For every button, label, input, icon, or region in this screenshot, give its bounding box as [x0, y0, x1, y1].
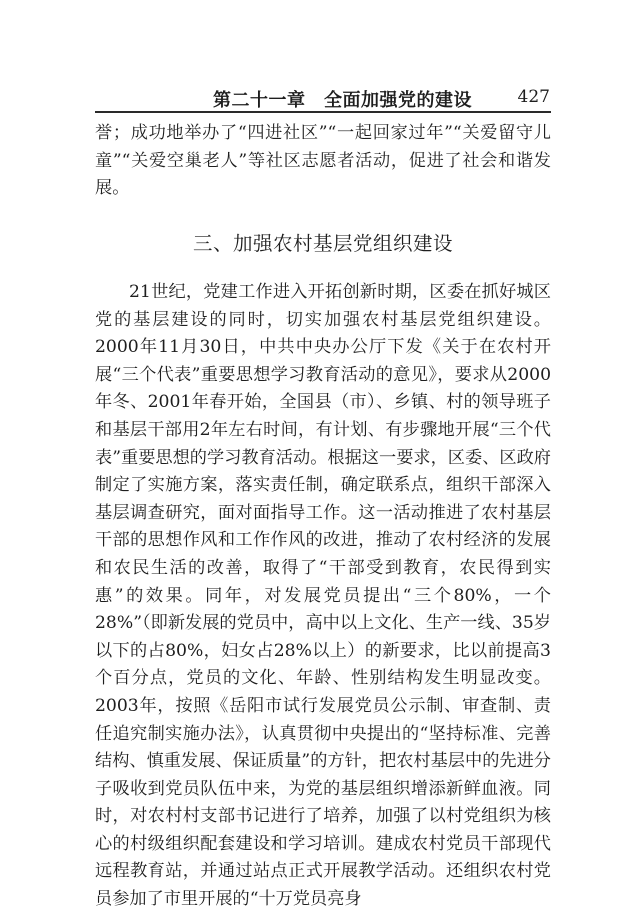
continued-paragraph: 誉；成功地举办了“四进社区”“一起回家过年”“关爱留守儿童”“关爱空巢老人”等社区志愿者活动，促进了社会和谐发展。 — [95, 123, 551, 199]
body-paragraph: 21世纪，党建工作进入开拓创新时期，区委在抓好城区党的基层建设的同时，切实加强农村基层党组织建设。2000年11月30日，中共中央办公厅下发《关于在农村开展“三个代表”重要思想学习教育活动的意见》，要求从2000年冬、2001年春开始，全国县（市）、乡镇、村的领导班子和基层干部用2年左右时间，有计划、有步骤地开展“三个代表”重要思想的学习教育活动。根据这一要求，区委、区政府制定了实施方案，落实责任制，确定联系点，组织干部深入基层调查研究，面对面指导工作。这一活动推进了农村基层干部的思想作风和工作作风的改进，推动了农村经济的发展和农民生活的改善，取得了“干部受到教育，农民得到实惠”的效果。同年，对发展党员提出“三个80%，一个28%”（即新发展的党员中，高中以上文化、生产一线、35岁以下的占80%，妇女占28%以上）的新要求，比以前提高3个百分点，党员的文化、年龄、性别结构发生明显改变。2003年，按照《岳阳市试行发展党员公示制、审查制、责任追究制实施办法》，认真贯彻中央提出的“坚持标准、完善结构、慎重发展、保证质量”的方针，把农村基层中的先进分子吸收到党员队伍中来，为党的基层组织增添新鲜血液。同时，对农村村支部书记进行了培养，加强了以村党组织为核心的村级组织配套建设和学习培训。建成农村党员干部现代远程教育站，并通过站点正式开展教学活动。还组织农村党员参加了市里开展的“十万党员亮身 — [95, 282, 551, 910]
chapter-title: 第二十一章 全面加强党的建设 — [213, 90, 472, 111]
running-header — [95, 84, 550, 114]
section-heading: 三、加强农村基层党组织建设 — [192, 232, 453, 255]
page-number: 427 — [517, 87, 550, 107]
header-rule — [95, 111, 551, 113]
